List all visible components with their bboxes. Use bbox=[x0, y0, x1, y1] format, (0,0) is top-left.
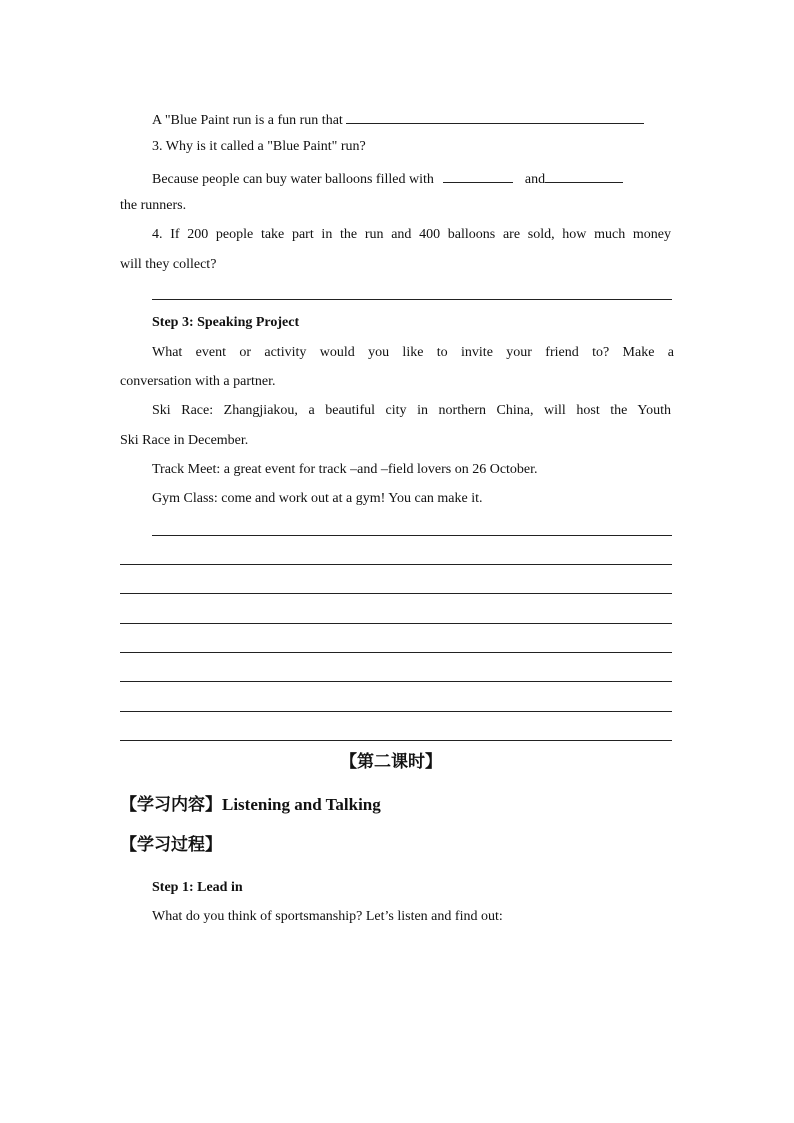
question-4-continuation: will they collect? bbox=[120, 257, 217, 272]
learning-content-label: 【学习内容】 bbox=[120, 795, 222, 815]
writing-line-3[interactable] bbox=[120, 593, 672, 594]
ski-race-continuation: Ski Race in December. bbox=[120, 433, 249, 448]
learning-content-value: Listening and Talking bbox=[222, 795, 381, 814]
gym-class-text: Gym Class: come and work out at a gym! You can make it. bbox=[152, 491, 483, 506]
track-meet-text: Track Meet: a great event for track –and –field lovers on 26 October. bbox=[152, 462, 538, 477]
q3-answer-line bbox=[152, 168, 623, 189]
q3-answer-and: and bbox=[524, 172, 546, 187]
q3-answer-blank-2[interactable] bbox=[545, 168, 623, 183]
step3-title: Step 3: Speaking Project bbox=[152, 315, 300, 330]
q2-answer-line bbox=[152, 109, 644, 130]
ski-race-text: Ski Race: Zhangjiakou, a beautiful city in northern China, will host the Youth bbox=[152, 403, 671, 418]
learning-process-heading: 【学习过程】 bbox=[120, 835, 222, 855]
q2-answer-prefix: A "Blue Paint run is a fun run that bbox=[152, 113, 343, 128]
question-4: 4. If 200 people take part in the run and 400 balloons are sold, how much money bbox=[152, 227, 671, 242]
step3-intro-continuation: conversation with a partner. bbox=[120, 374, 276, 389]
writing-line-4[interactable] bbox=[120, 623, 672, 624]
writing-line-6[interactable] bbox=[120, 681, 672, 682]
writing-line-7[interactable] bbox=[120, 711, 672, 712]
q4-answer-line[interactable] bbox=[152, 299, 672, 300]
q2-answer-blank[interactable] bbox=[346, 109, 644, 124]
writing-line-2[interactable] bbox=[120, 564, 672, 565]
learning-content-heading bbox=[120, 794, 381, 816]
q3-answer-continuation: the runners. bbox=[120, 198, 187, 213]
writing-line-5[interactable] bbox=[120, 652, 672, 653]
q3-answer-text: Because people can buy water balloons filled with bbox=[152, 172, 434, 187]
step1-title: Step 1: Lead in bbox=[152, 880, 243, 895]
writing-line-1[interactable] bbox=[152, 535, 672, 536]
writing-line-8[interactable] bbox=[120, 740, 672, 741]
question-3: 3. Why is it called a "Blue Paint" run? bbox=[152, 139, 366, 154]
period-title: 【第二课时】 bbox=[340, 752, 442, 772]
step3-intro: What event or activity would you like to invite your friend to? Make a bbox=[152, 345, 674, 360]
q3-answer-blank-1[interactable] bbox=[443, 168, 513, 183]
step1-text: What do you think of sportsmanship? Let’s listen and find out: bbox=[152, 909, 503, 924]
